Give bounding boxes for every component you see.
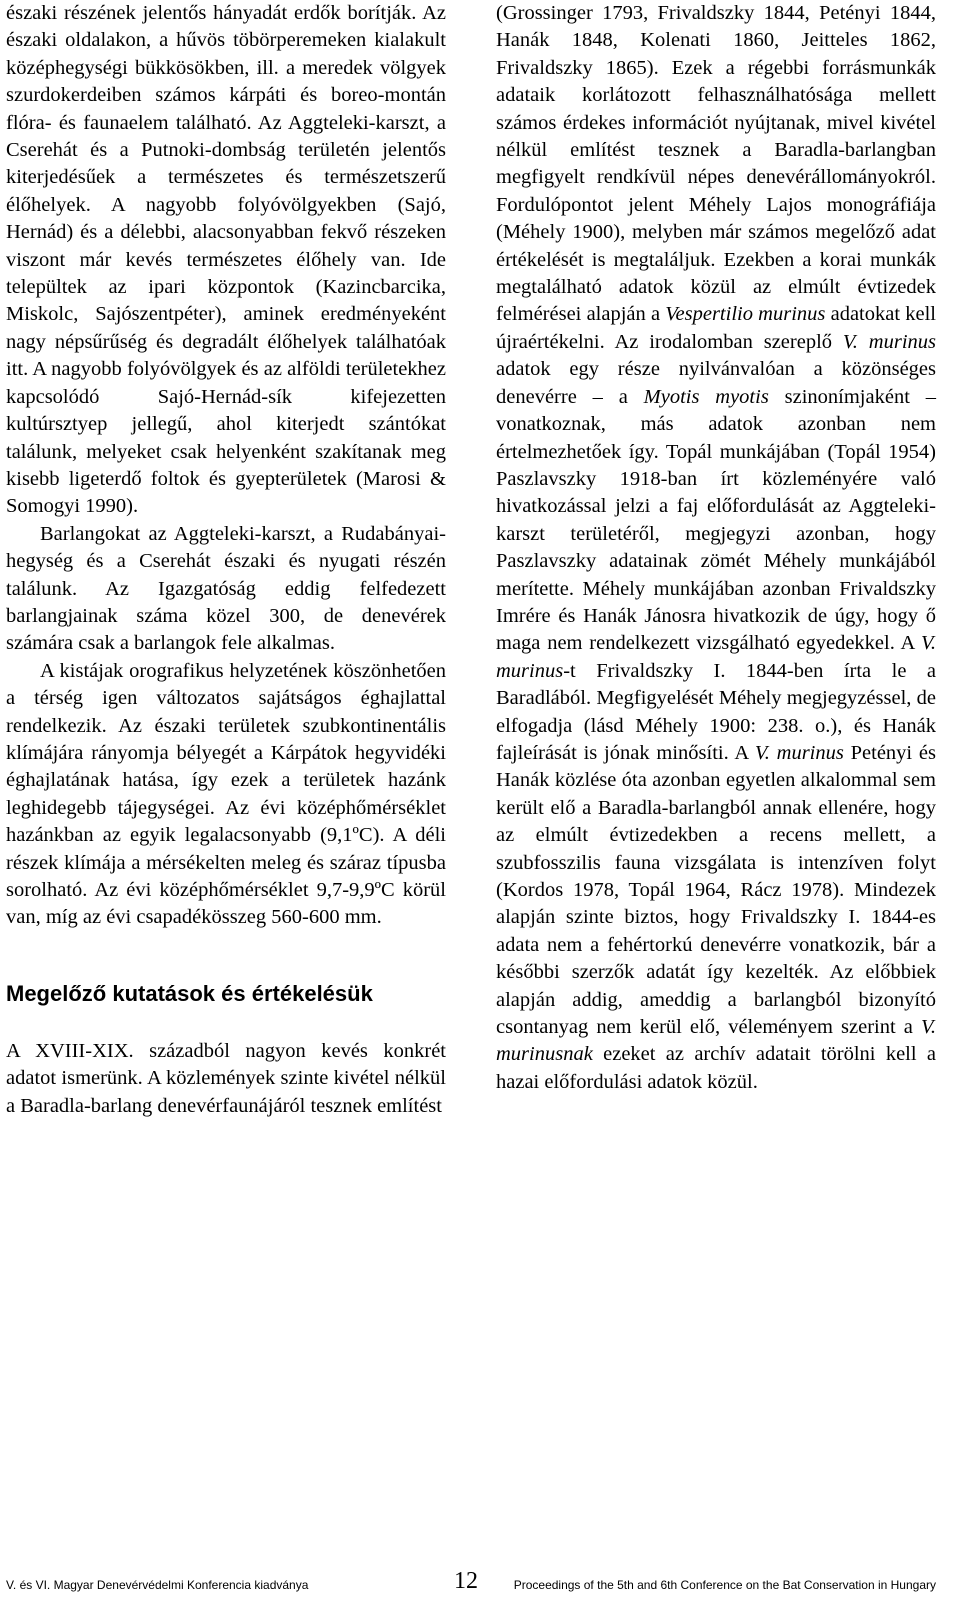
footer-proceedings-hu: V. és VI. Magyar Denevérvédelmi Konferencia kiadványa xyxy=(6,1578,309,1592)
text-segment: Petényi és Hanák közlése óta azonban egyetlen alkalommal sem került elő a Baradla-barlangból annak ellenére, hogy az elmúlt évtizedekben a recens mellett, a szubfosszilis fauna vizsgálata is intenzíven folyt (Kordos 1978, Topál 1964, Rácz 1978). Mindezek alapján szinte biztos, hogy Frivaldszky I. 1844-es adata nem a fehértorkú denevérre vonatkozik, bár a későbbi szerzők adatát így kezelték. Az előbbiek alapján addig, ameddig a barlangból bizonyító csontanyag nem kerül elő, véleményem szerint a xyxy=(496,741,936,1039)
page-footer xyxy=(6,1568,936,1598)
species-name: Vespertilio murinus xyxy=(665,303,826,326)
text-segment: adatok egy része nyilvánvalóan a közönséges denevérre – a xyxy=(496,358,936,408)
page-number: 12 xyxy=(454,1568,478,1594)
left-column xyxy=(6,0,446,1120)
paragraph-habitats: északi részének jelentős hányadát erdők borítják. Az északi oldalakon, a hűvös töbörperemeken kialakult középhegységi bükkösökben, ill. a meredek völgyek szurdokerdeiben számos kárpáti és boreo-montán flóra- és faunaelem található. Az Aggteleki-karszt, a Cserehát és a Putnoki-dombság területén jelentős kiterjedésűek a természetes és természetszerű élőhelyek. A nagyobb folyóvölgyekben (Sajó, Hernád) és a délebbi, alacsonyabban fekvő részeken viszont már kevés természetes élőhely van. Ide települtek az ipari központok (Kazincbarcika, Miskolc, Sajószentpéter), aminek eredményeként nagy népsűrűség és degradált élőhelyek találhatóak itt. A nagyobb folyóvölgyek és az alföldi területekhez kapcsolódó Sajó-Hernád-sík kifejezetten kultúrsztyep jellegű, ahol kiterjedt szántókat találunk, melyeket csak helyenként szakítanak meg kisebb ligeterdő foltok és gyepterületek (Marosi & Somogyi 1990). xyxy=(6,2,446,518)
paragraph-caves: Barlangokat az Aggteleki-karszt, a Rudabányai-hegység és a Cserehát északi és nyugati részén találunk. Az Igazgatóság eddig felfedezett barlangjainak száma közel 300, de denevérek számára csak a barlangok fele alkalmas. xyxy=(6,522,446,655)
species-name: V. murinus xyxy=(842,330,936,353)
section-heading: Megelőző kutatások és értékelésük xyxy=(6,980,373,1006)
right-column xyxy=(496,0,936,1096)
footer-proceedings-en: Proceedings of the 5th and 6th Conference on the Bat Conservation in Hungary xyxy=(513,1578,936,1592)
text-segment: (Grossinger 1793, Frivaldszky 1844, Petényi 1844, Hanák 1848, Kolenati 1860, Jeitteles 1862, Frivaldszky 1865). Ezek a régebbi forrásmunkák adataik korlátozott felhasználhatósága mellett számos érdekes információt nyújtanak, mivel kivétel nélkül említést tesznek a Baradla-barlangban megfigyelt rendkívül népes denevérállományokról. Fordulópontot jelent Méhely Lajos monográfiája (Méhely 1900), melyben már számos megelőző adat értékelését is megtaláljuk. Ezekben a korai munkák megtalálható adatok közül az elmúlt évtizedek felmérései alapján a xyxy=(496,2,936,326)
text-segment: ezeket az archív adatait törölni kell a hazai előfordulási adatok közül. xyxy=(496,1043,936,1093)
species-name: V. murinus xyxy=(754,741,844,764)
species-name: V. murinus xyxy=(496,632,936,682)
text-segment: szinonímjaként – vonatkoznak, más adatok azonban nem értelmezhetőek így. Topál munkájában (Topál 1954) Paszlavszky 1918-ban írt közleményére való hivatkozással jelzi a faj előfordulását az Aggteleki-karszt területéről, megjegyzi azonban, hogy Paszlavszky adatainak zömét Méhely munkájából merítette. Méhely munkájában azonban Frivaldszky Imrére és Hanák Jánosra hivatkozik de úgy, hogy ő maga nem rendelkezett vizsgálható egyedekkel. A xyxy=(496,385,936,655)
species-name: Myotis myotis xyxy=(643,385,769,408)
paragraph-early-research: A XVIII-XIX. századból nagyon kevés konkrét adatot ismerünk. A közlemények szinte kivétel nélkül a Baradla-barlang denevérfaunájáról tesznek említést xyxy=(6,1039,446,1117)
text-segment: adatokat kell újraértékelni. Az irodalomban szereplő xyxy=(496,303,936,353)
text-segment: -t Frivaldszky I. 1844-ben írta le a Baradlából. Megfigyelését Méhely megjegyzéssel, de elfogadja (lásd Méhely 1900: 238. o.), és Hanák fajleírását is jónak minősíti. A xyxy=(496,659,936,764)
species-name: V. murinusnak xyxy=(496,1016,936,1066)
paragraph-literature-review xyxy=(496,0,936,1096)
paragraph-climate: A kistájak orografikus helyzetének köszönhetően a térség igen változatos sajátságos éghajlattal rendelkezik. Az északi területek szubkontinentális klímájára rányomja bélyegét a Kárpátok hegyvidéki éghajlatának hatása, így ezek a területek hazánk leghidegebb tájegységei. Az évi középhőmérséklet hazánkban az egyik legalacsonyabb (9,1ºC). A déli részek klímája a mérsékelten meleg és száraz típusba sorolható. Az évi középhőmérséklet 9,7-9,9ºC körül van, míg az évi csapadékösszeg 560-600 mm. xyxy=(6,659,446,929)
